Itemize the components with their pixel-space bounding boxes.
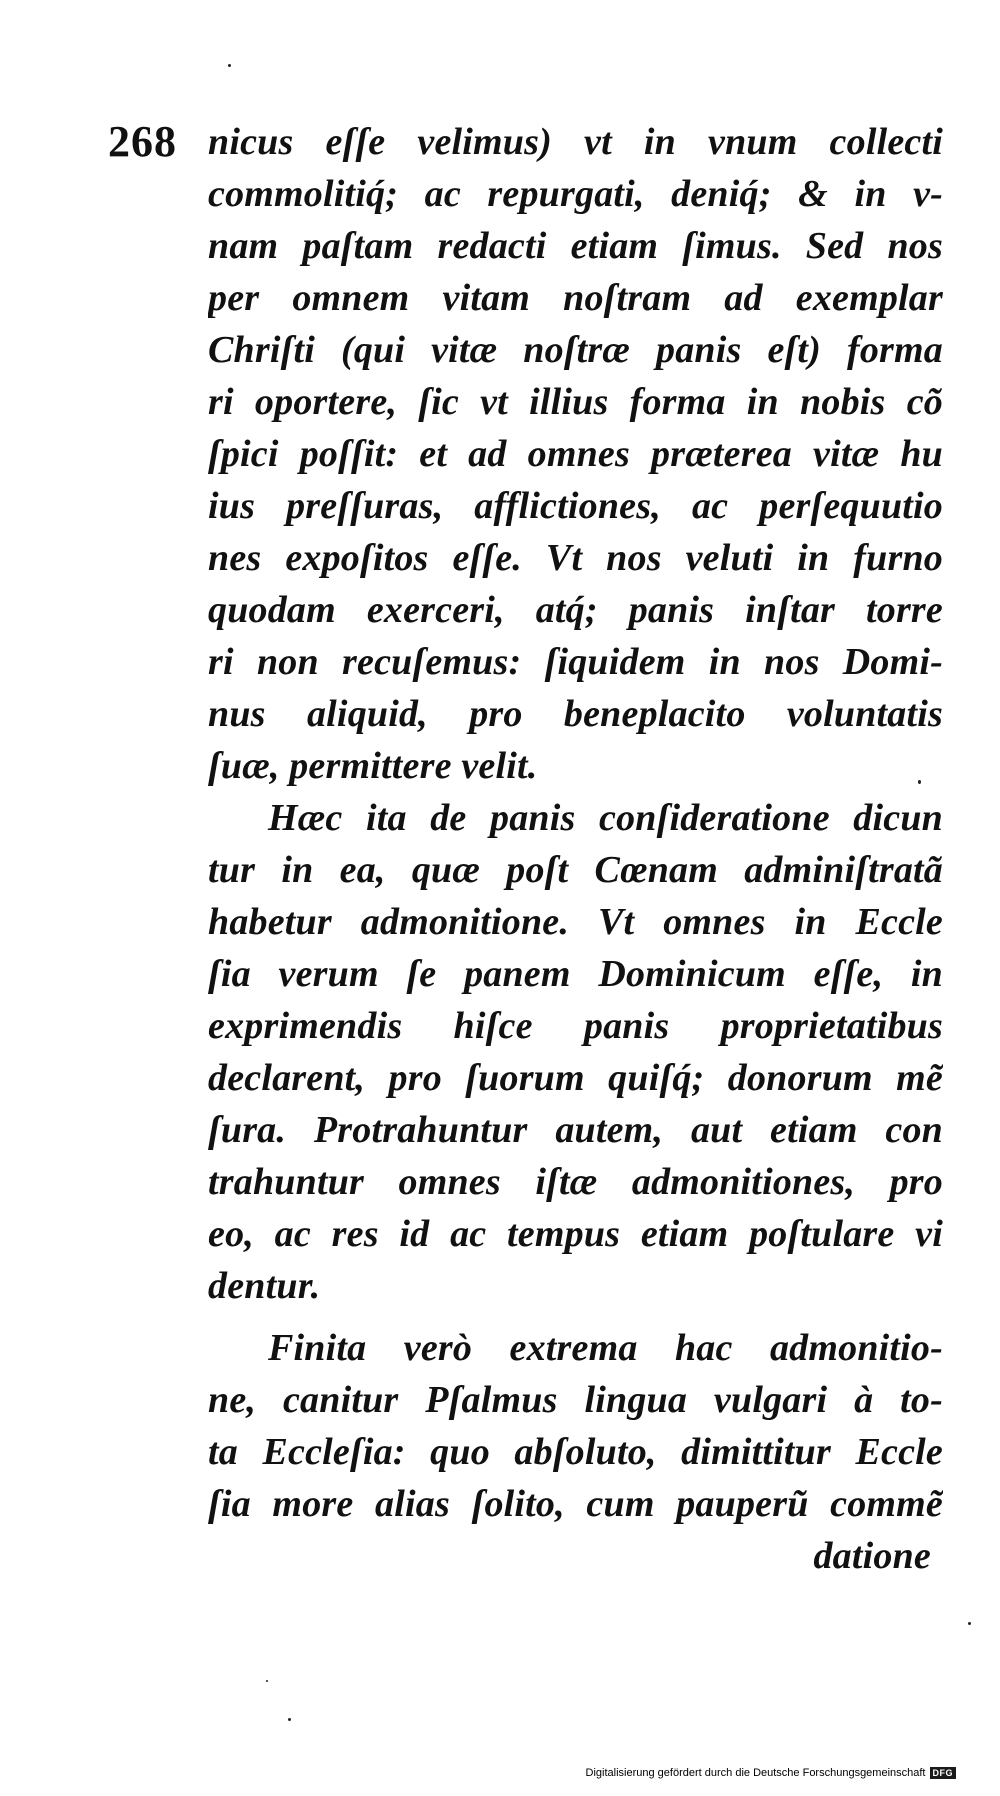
text-line: ſuæ, permittere velit.	[208, 745, 538, 787]
scan-speck	[968, 1622, 971, 1625]
text-line: ri non recuſemus: ſiquidem in nos Domi-	[208, 641, 943, 683]
text-line: ius preſſuras, afflictiones, ac perſequutio	[208, 485, 943, 527]
text-line: ſpici poſſit: et ad omnes præterea vitæ hu	[208, 433, 943, 475]
digitization-credit	[586, 1766, 956, 1780]
text-line: nicus eſſe velimus) vt in vnum collecti	[208, 121, 943, 163]
text-line: nam paſtam redacti etiam ſimus. Sed nos	[208, 225, 943, 267]
text-line: trahuntur omnes iſtæ admonitiones, pro	[208, 1161, 943, 1203]
scan-speck	[228, 64, 231, 67]
text-line: ne, canitur Pſalmus lingua vulgari à to-	[208, 1379, 943, 1421]
text-line: ſia more alias ſolito, cum pauperũ commẽ	[208, 1483, 943, 1525]
text-line: ta Eccleſia: quo abſoluto, dimittitur Eccle	[208, 1431, 943, 1473]
text-line: exprimendis hiſce panis proprietatibus	[208, 1005, 943, 1047]
scan-speck	[288, 1718, 291, 1721]
text-line: declarent, pro ſuorum quiſq́; donorum mẽ	[208, 1057, 943, 1099]
text-line: commolitiq́; ac repurgati, deniq́; & in v-	[208, 173, 943, 215]
text-line: ri oportere, ſic vt illius forma in nobis cõ	[208, 381, 943, 423]
body-text	[208, 116, 943, 1582]
text-line: Finita verò extrema hac admonitio-	[268, 1327, 943, 1369]
text-line: ſia verum ſe panem Dominicum eſſe, in	[208, 953, 943, 995]
text-line: tur in ea, quæ poſt Cœnam adminiſtratã	[208, 849, 943, 891]
text-line: quodam exerceri, atq́; panis inſtar torre	[208, 589, 943, 631]
text-line: Chriſti (qui vitæ noſtræ panis eſt) forma	[208, 329, 943, 371]
page-number: 268	[108, 117, 177, 166]
text-line: dentur.	[208, 1265, 321, 1307]
scan-speck	[266, 1680, 268, 1682]
text-line: habetur admonitione. Vt omnes in Eccle	[208, 901, 943, 943]
text-line: nus aliquid, pro beneplacito voluntatis	[208, 693, 943, 735]
text-line: ſura. Protrahuntur autem, aut etiam con	[208, 1109, 943, 1151]
credit-text: Digitalisierung gefördert durch die Deutsche Forschungsgemeinschaft	[585, 1767, 926, 1779]
dfg-logo: DFG	[930, 1767, 957, 1779]
text-line: Hæc ita de panis conſideratione dicun	[268, 797, 943, 839]
text-line: eo, ac res id ac tempus etiam poſtulare vi	[208, 1213, 943, 1255]
text-line: nes expoſitos eſſe. Vt nos veluti in furno	[208, 537, 943, 579]
scan-speck	[918, 780, 921, 784]
catchword: datione	[813, 1535, 931, 1577]
text-line: per omnem vitam noſtram ad exemplar	[208, 277, 943, 319]
